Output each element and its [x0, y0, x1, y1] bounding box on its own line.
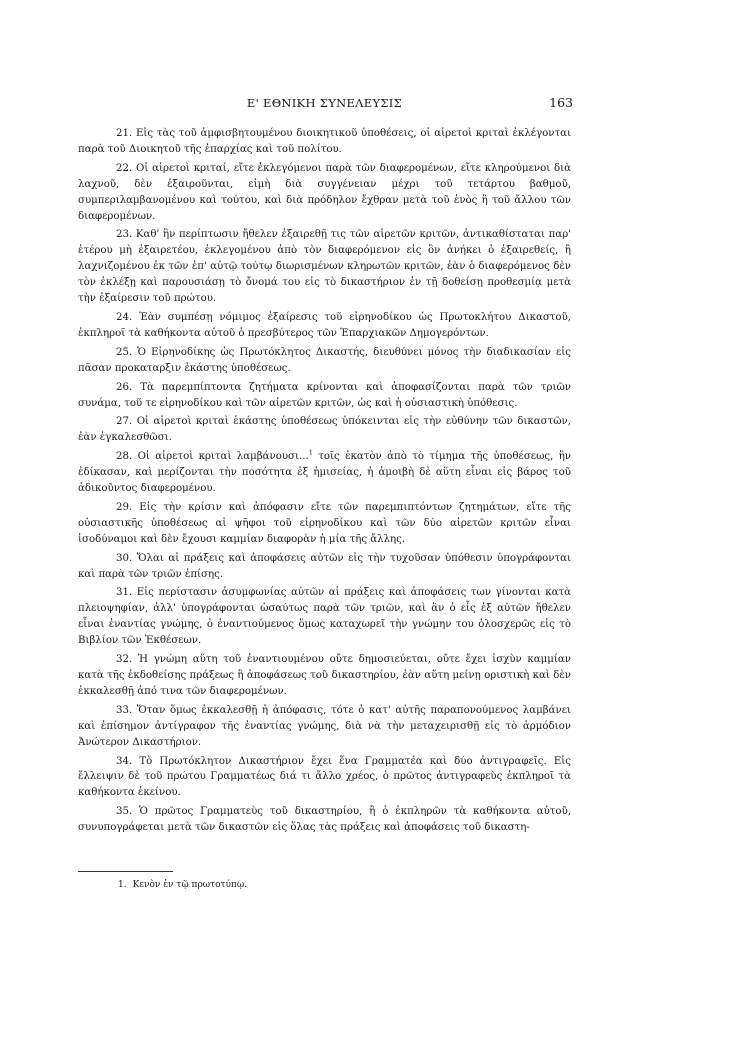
- article-21: 21. Εἰς τὰς τοῦ ἀμφισβητουμένου διοικητικοῦ ὑποθέσεις, οἱ αἱρετοὶ κριταὶ ἐκλέγονται παρὰ τοῦ Διοικητοῦ τῆς ἐπαρχίας καὶ τοῦ πολίτου.: [78, 128, 571, 155]
- footnote-divider: [78, 871, 173, 872]
- article-27: 27. Οἱ αἱρετοὶ κριταὶ ἑκάστης ὑποθέσεως ὑπόκεινται εἰς τὴν εὐθύνην τῶν δικαστῶν, ἐὰν ἐγκαλεσθῶσι.: [78, 416, 571, 444]
- footnote-mark: 1.: [118, 880, 127, 890]
- footnote: [118, 880, 247, 890]
- page-header: [78, 96, 571, 112]
- running-title: Ε' ΕΘΝΙΚΗ ΣΥΝΕΛΕΥΣΙΣ: [246, 96, 403, 110]
- article-26: 26. Τὰ παρεμπίπτοντα ζητήματα κρίνονται καὶ ἀποφασίζονται παρὰ τῶν τριῶν συνάμα, τοῦ τε εἰρηνοδίκου καὶ τῶν αἱρετῶν κριτῶν, ὡς καὶ ἡ οὐσιαστικὴ ὑπόθεσις.: [78, 381, 571, 409]
- article-24: 24. Ἐὰν συμπέσῃ νόμιμος ἐξαίρεσις τοῦ εἰρηνοδίκου ὡς Πρωτοκλήτου Δικαστοῦ, ἐκπληροῖ τὰ καθήκοντα αὐτοῦ ὁ πρεσβύτερος τῶν Ἐπαρχιακῶν Δημογερόντων.: [78, 311, 571, 339]
- body-text: [78, 126, 571, 839]
- article-28-continuation: τοῖς ἑκατὸν ἀπὸ τὸ τίμημα τῆς ὑποθέσεως, ἣν ἐδίκασαν, καὶ μερίζονται τὴν ποσότητα ἐξ ἡμισείας, ἡ ἀμοιβὴ δὲ αὕτη εἶναι εἰς βάρος τοῦ ἀδικοῦντος διαφερομένου.: [78, 451, 571, 495]
- article-31: 31. Εἰς περίστασιν ἀσυμφωνίας αὐτῶν αἱ πράξεις καὶ ἀποφάσεις των γίνονται κατὰ πλειοψηφίαν, ἀλλ' ὑπογράφονται ὡσαύτως παρὰ τῶν τριῶν, καὶ ἂν ὁ εἷς ἐξ αὐτῶν ἤθελεν εἶναι ἐναντίας γνώμης, ὁ ἐναντιούμενος ὅμως καταχωρεῖ τὴν γνώμην του ὁλοσχερῶς εἰς τὸ Βιβλίον τῶν Ἐκθέσεων.: [78, 587, 571, 647]
- article-25: 25. Ὁ Εἰρηνοδίκης ὡς Πρωτόκλητος Δικαστής, διευθύνει μόνος τὴν διαδικασίαν εἰς πᾶσαν προκαταρξιν ἑκάστης ὑποθέσεως.: [78, 346, 571, 374]
- article-28: [78, 449, 571, 497]
- article-35: 35. Ὁ πρῶτος Γραμματεὺς τοῦ δικαστηρίου, ἢ ὁ ἐκπληρῶν τὰ καθήκοντα αὐτοῦ, συνυπογράφεται μετὰ τῶν δικαστῶν εἰς ὅλας τὰς πράξεις καὶ ἀποφάσεις τοῦ δικαστη-: [78, 806, 571, 834]
- article-22: 22. Οἱ αἱρετοὶ κριταί, εἴτε ἐκλεγόμενοι παρὰ τῶν διαφερομένων, εἴτε κληρούμενοι διὰ λαχνοῦ, δὲν ἐξαιροῦνται, εἰμὴ διὰ συγγένειαν μέχρι τοῦ τετάρτου βαθμοῦ, συμπεριλαμβανομένου καὶ τούτου, καὶ διὰ πρόδηλον ἔχθραν μετὰ τοῦ ἑνὸς ἢ τοῦ ἄλλου τῶν διαφερομένων.: [78, 162, 571, 222]
- article-28-text: 28. Οἱ αἱρετοὶ κριταὶ λαμβάνουσι...: [116, 451, 309, 463]
- article-32: 32. Ἡ γνώμη αὕτη τοῦ ἐναντιουμένου οὔτε δημοσιεύεται, οὔτε ἔχει ἰσχὺν καμμίαν κατὰ τῆς ἐκδοθείσης πράξεως ἢ ἀποφάσεως τοῦ δικαστηρίου, ἐὰν αὕτη μείνῃ οριστικὴ καὶ δὲν ἐκκαλεσθῇ ἀπό τινα τῶν διαφερομένων.: [78, 654, 571, 697]
- article-30: 30. Ὅλαι αἱ πράξεις καὶ ἀποφάσεις αὐτῶν εἰς τὴν τυχοῦσαν ὑπόθεσιν ὑπογράφονται καὶ παρὰ τῶν τριῶν ἐπίσης.: [78, 552, 571, 580]
- article-33: 33. Ὅταν ὅμως ἐκκαλεσθῇ ἡ ἀπόφασις, τότε ὁ κατ' αὐτῆς παραπονούμενος λαμβάνει καὶ ἐπίσημον ἀντίγραφον τῆς ἐναντίας γνώμης, διὰ νὰ τὴν μεταχειρισθῇ εἰς τὸ ἁρμόδιον Ἀνώτερον Δικαστήριον.: [78, 704, 571, 748]
- article-34: 34. Τὸ Πρωτόκλητον Δικαστήριον ἔχει ἕνα Γραμματέα καὶ δύο ἀντιγραφεῖς. Εἰς ἔλλειψιν δὲ τοῦ πρώτου Γραμματέως διά τι ἄλλο χρέος, ὁ πρῶτος ἀντιγραφεὺς ἐκπληροῖ τὰ καθήκοντα ἐκείνου.: [78, 755, 571, 799]
- footnote-text: Κενὸν ἐν τῷ πρωτοτύπῳ.: [132, 880, 248, 890]
- article-23: 23. Καθ' ἣν περίπτωσιν ἤθελεν ἐξαιρεθῇ τις τῶν αἱρετῶν κριτῶν, ἀντικαθίσταται παρ' ἑτέρου μὴ ἐξαιρετέου, ἐκλεγομένου ἀπὸ τὸν διαφερόμενον εἰς ὃν ἀνήκει ὁ ἐξαιρεθείς, ἢ λαχνιζομένου ἐκ τῶν ἐπ' αὐτῷ τούτῳ διωρισμένων κληρωτῶν κριτῶν, ἐὰν ὁ διαφερόμενος δὲν τὸν ἐκλέξῃ καὶ παρουσιάσῃ τὸ ὄνομά του εἰς τὸ δικαστήριον ἐν τῇ δοθείσῃ προθεσμίᾳ μετὰ τὴν ἐξαίρεσιν τοῦ πρώτου.: [78, 229, 571, 305]
- page-number: 163: [549, 95, 573, 110]
- footnote-reference: 1: [308, 448, 313, 457]
- article-29: 29. Εἰς τὴν κρίσιν καὶ ἀπόφασιν εἴτε τῶν παρεμπιπτόντων ζητημάτων, εἴτε τῆς οὐσιαστικῆς ὑποθέσεως αἱ ψῆφοι τοῦ εἰρηνοδίκου καὶ τῶν δύο αἱρετῶν κριτῶν εἶναι ἰσοδύναμοι καὶ δὲν ἔχουσι καμμίαν διαφορὰν ἡ μία τῆς ἄλλης.: [78, 501, 571, 545]
